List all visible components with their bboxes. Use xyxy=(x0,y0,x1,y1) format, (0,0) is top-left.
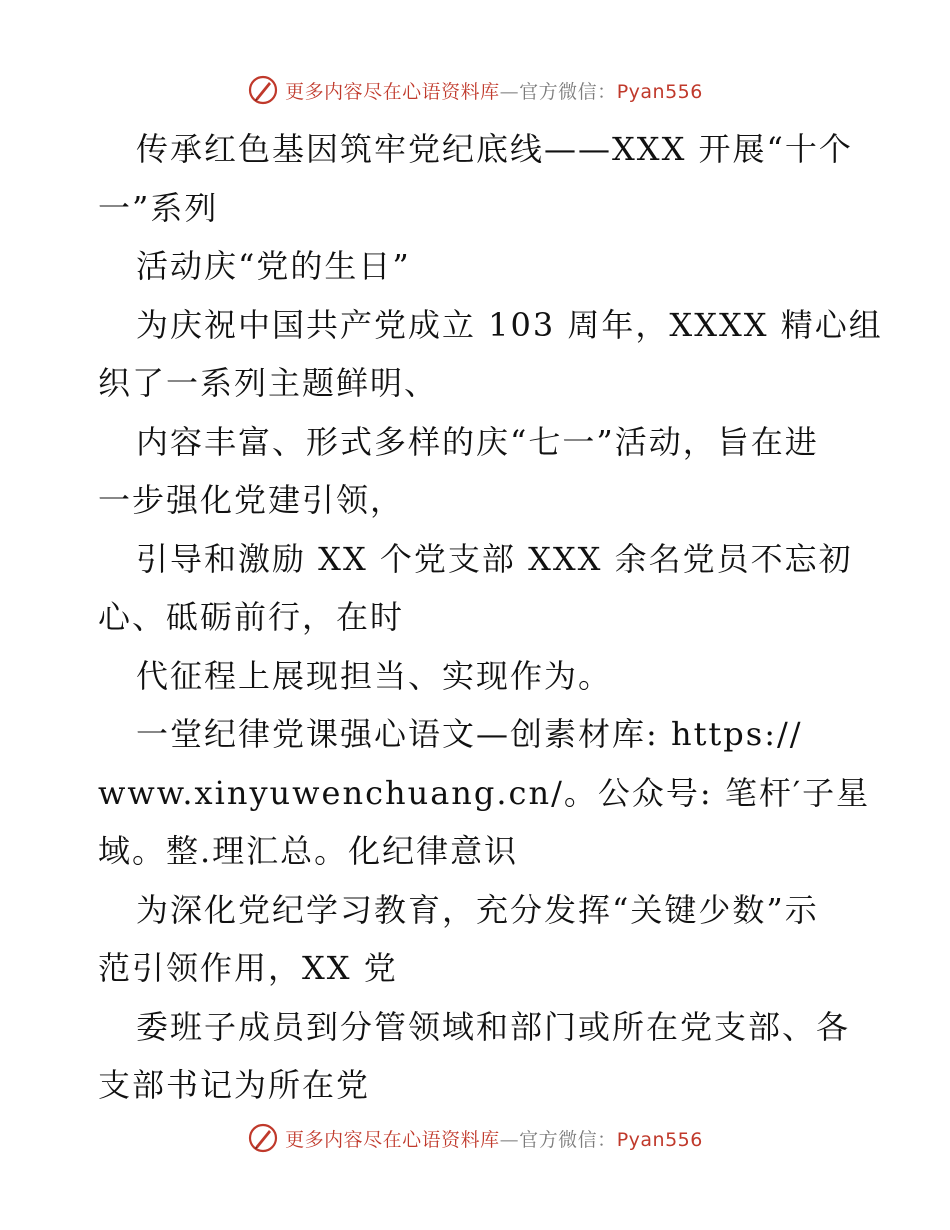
text-line: www.xinyuwenchuang.cn/。公众号: 笔杆′子星 xyxy=(98,773,871,812)
header-watermark xyxy=(0,70,950,110)
text-line: 心、砥砺前行，在时 xyxy=(98,598,405,636)
text-line: 域。整.理汇总。化纪律意识 xyxy=(98,832,519,870)
document-body xyxy=(98,120,883,1115)
quill-pen-logo-icon xyxy=(247,1122,279,1154)
footer-watermark xyxy=(0,1118,950,1158)
text-line: 代征程上展现担当、实现作为。 xyxy=(136,656,613,695)
text-line: 一步强化党建引领， xyxy=(98,481,405,519)
watermark-wechat-label: 官方微信： xyxy=(519,80,617,103)
quill-pen-logo-icon xyxy=(247,74,279,106)
text-line: 织了一系列主题鲜明、 xyxy=(98,364,439,402)
watermark-wechat-id: Pyan556 xyxy=(616,1128,703,1151)
watermark-wechat-id: Pyan556 xyxy=(616,80,703,103)
text-line: 范引领作用，XX 党 xyxy=(98,949,398,987)
text-line: 传承红色基因筑牢党纪底线——XXX 开展“十个 xyxy=(136,130,853,168)
text-line: 一堂纪律党课强心语文—创素材库: https:// xyxy=(136,715,803,753)
text-line: 一”系列 xyxy=(98,188,219,227)
watermark-wechat-label: 官方微信： xyxy=(519,1128,617,1151)
watermark-text xyxy=(285,1125,703,1152)
text-line: 委班子成员到分管领域和部门或所在党支部、各 xyxy=(136,1007,851,1046)
text-line: 内容丰富、形式多样的庆“七一”活动，旨在进 xyxy=(136,422,819,461)
text-line: 支部书记为所在党 xyxy=(98,1066,371,1104)
text-line: 为深化党纪学习教育，充分发挥“关键少数”示 xyxy=(136,890,819,929)
text-line: 活动庆“党的生日” xyxy=(136,247,411,285)
watermark-title: 更多内容尽在心语资料库 xyxy=(285,1128,500,1151)
text-line: 引导和激励 XX 个党支部 XXX 余名党员不忘初 xyxy=(136,539,853,578)
watermark-separator: — xyxy=(499,80,520,103)
watermark-separator: — xyxy=(499,1128,520,1151)
watermark-title: 更多内容尽在心语资料库 xyxy=(285,80,500,103)
watermark-text xyxy=(285,77,703,104)
text-line: 为庆祝中国共产党成立 103 周年，XXXX 精心组 xyxy=(136,305,883,344)
